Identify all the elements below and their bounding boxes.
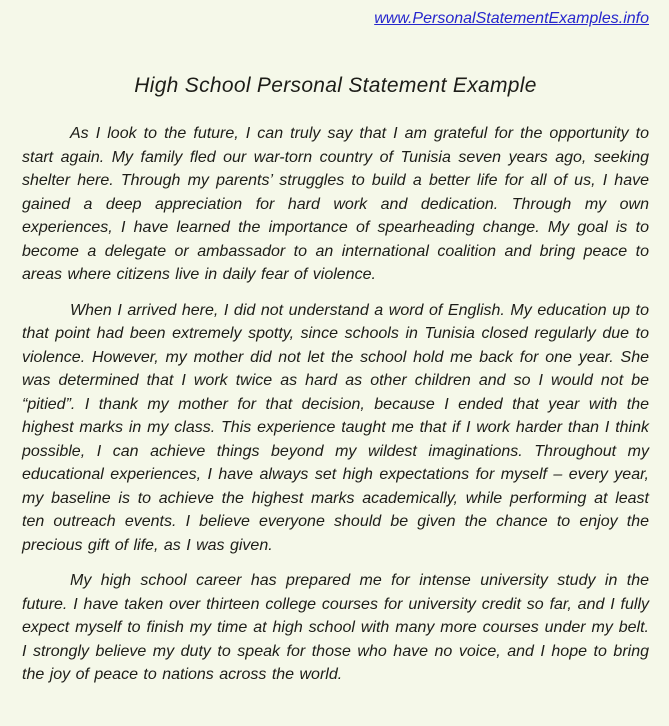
page-title: High School Personal Statement Example [134,74,537,97]
essay-paragraph-3: My high school career has prepared me for intense university study in the future. I have taken over thirteen college courses for university credit so far, and I fully expect myself to finish my time at high school with many more courses under my belt. I strongly believe my duty to speak for those who have no voice, and I hope to bring the joy of peace to nations across the world. [22,572,649,683]
essay-paragraph-2: When I arrived here, I did not understand a word of English. My education up to that point had been extremely spotty, since schools in Tunisia closed regularly due to violence. However, my mother did not let the school hold me back for one year. She was determined that I work twice as hard as other children and so I would not be “pitied”. I thank my mother for that decision, because I ended that year with the highest marks in my class. This experience taught me that if I work harder than I think possible, I can achieve things beyond my wildest imaginations. Throughout my educational experiences, I have always set high expectations for myself – every year, my baseline is to achieve the highest marks academically, while performing at least ten outreach events. I believe everyone should be given the chance to enjoy the precious gift of life, as I was given. [22,301,649,554]
header [22,10,649,28]
essay-paragraph-1: As I look to the future, I can truly say that I am grateful for the opportunity to start again. My family fled our war-torn country of Tunisia seven years ago, seeking shelter here. Through my parents’ struggles to build a better life for all of us, I have gained a deep appreciation for hard work and dedication. Through my own experiences, I have learned the importance of spearheading change. My goal is to become a delegate or ambassador to an international coalition and bring peace to areas where citizens live in daily fear of violence. [22,125,649,283]
essay-body [22,122,649,687]
site-link[interactable]: www.PersonalStatementExamples.info [374,10,649,27]
